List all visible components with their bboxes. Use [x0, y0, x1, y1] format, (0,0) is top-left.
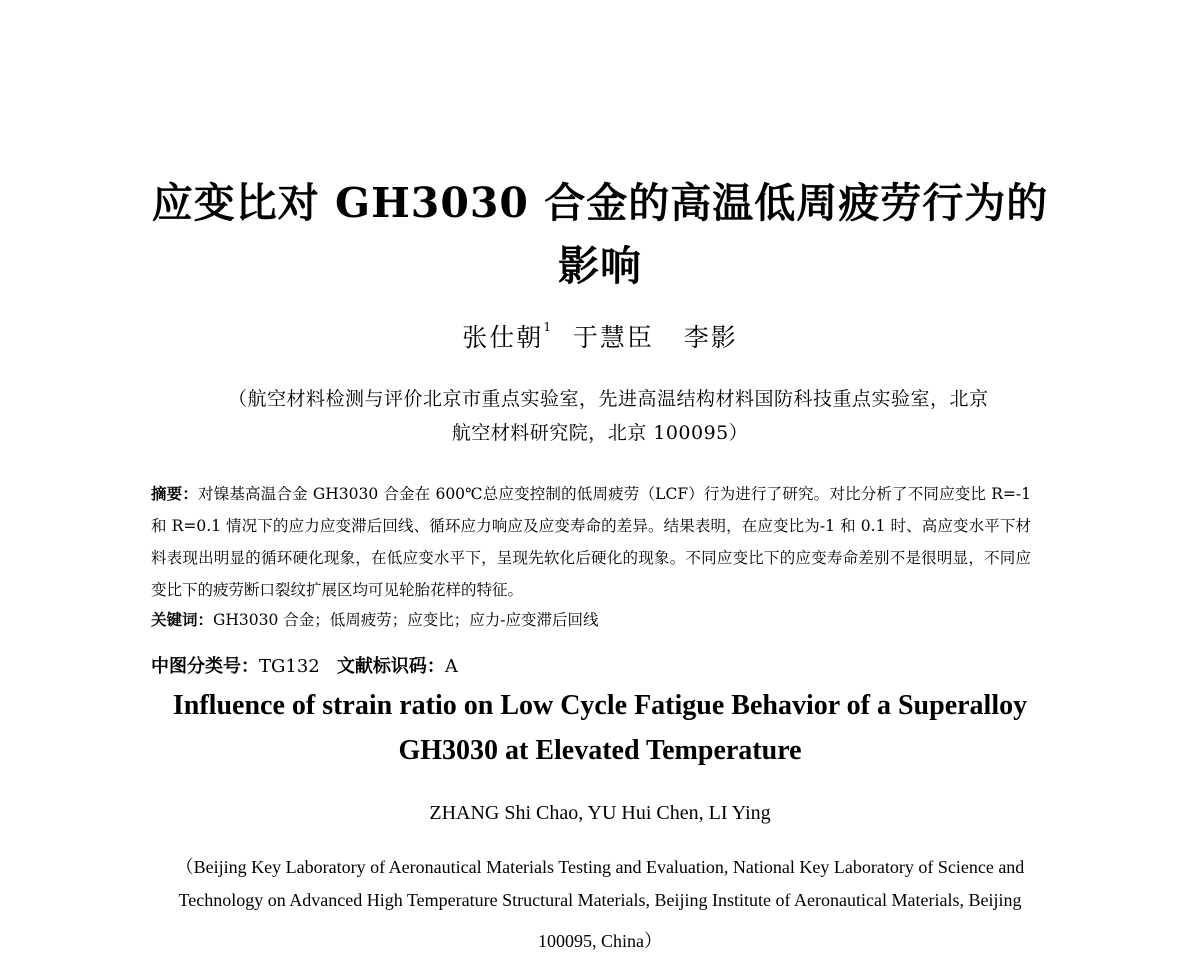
english-authors: ZHANG Shi Chao, YU Hui Chen, LI Ying — [429, 802, 771, 824]
doc-code-label: 文献标识码： — [336, 656, 445, 677]
chinese-keywords — [151, 604, 1031, 636]
clc-label: 中图分类号： — [151, 656, 259, 677]
chinese-title-line-2: 影响 — [558, 242, 642, 290]
chinese-affiliation-line-2: 航空材料研究院，北京 100095） — [451, 422, 749, 444]
english-affiliation-line-3: 100095, China） — [538, 931, 662, 951]
english-title-line-1: Influence of strain ratio on Low Cycle Fatigue Behavior of a Superalloy — [172, 690, 1028, 721]
chinese-affiliation-line-1: （航空材料检测与评价北京市重点实验室，先进高温结构材料国防科技重点实验室，北京 — [228, 388, 989, 410]
english-affiliation-line-2: Technology on Advanced High Temperature Structural Materials, Beijing Institute of Aeronautical Materials, Beijing — [178, 890, 1022, 910]
keywords-label: 关键词： — [151, 611, 214, 629]
english-title-line-2: GH3030 at Elevated Temperature — [398, 735, 802, 766]
chinese-abstract — [151, 478, 1031, 606]
chinese-authors — [0, 318, 1200, 354]
english-affiliation-line-1: （Beijing Key Laboratory of Aeronautical Materials Testing and Evaluation, National Key Laboratory of Science and — [175, 857, 1025, 877]
keywords-text: GH3030 合金；低周疲劳；应变比；应力-应变滞后回线 — [213, 611, 599, 629]
author-1-affiliation-mark: 1 — [543, 320, 553, 334]
doc-code-value: A — [444, 656, 458, 677]
other-authors-names: 于慧臣 李影 — [572, 323, 738, 352]
abstract-label: 摘要： — [151, 485, 199, 503]
chinese-title-line-1: 应变比对 GH3030 合金的高温低周疲劳行为的 — [151, 179, 1049, 227]
clc-value: TG132 — [259, 656, 320, 677]
classification-line — [151, 652, 458, 678]
abstract-text: 对镍基高温合金 GH3030 合金在 600℃总应变控制的低周疲劳（LCF）行为进行了研究。对比分析了不同应变比 R=-1 和 R=0.1 情况下的应力应变滞后回线、循环应力响应及应变寿命的差异。结果表明，在应变比为-1 和 0.1 时、高应变水平下材料表现出明显的循环硬化现象，在低应变水平下，呈现先软化后硬化的现象。不同应变比下的应变寿命差别不是很明显，不同应变比下的疲劳断口裂纹扩展区均可见轮胎花样的特征。 — [151, 485, 1031, 599]
author-1-name: 张仕朝 — [462, 323, 544, 352]
